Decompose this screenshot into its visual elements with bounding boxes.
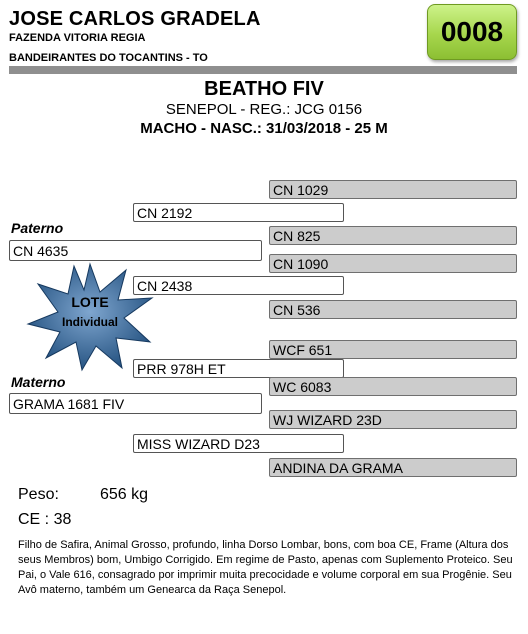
pedigree-sire: CN 4635 xyxy=(9,240,262,261)
pedigree-sire-dam-dam: CN 536 xyxy=(269,300,517,319)
badge-line1: LOTE xyxy=(71,294,109,310)
farm-name: FAZENDA VITORIA REGIA xyxy=(9,32,146,44)
pedigree-sire-sire-sire: CN 1029 xyxy=(269,180,517,199)
scrotal-circumference: CE : 38 xyxy=(18,511,72,528)
pedigree-dam-dam: MISS WIZARD D23 xyxy=(133,434,344,453)
badge-line2: Individual xyxy=(61,315,118,329)
weight-value: 656 kg xyxy=(100,486,149,503)
pedigree-dam-sire: PRR 978H ET xyxy=(133,359,344,378)
header-divider xyxy=(9,66,517,74)
sex-birth: MACHO - NASC.: 31/03/2018 - 25 M xyxy=(140,120,388,137)
pedigree-dam-dam-dam: ANDINA DA GRAMA xyxy=(269,458,517,477)
maternal-label: Materno xyxy=(11,374,66,390)
breed-registration: SENEPOL - REG.: JCG 0156 xyxy=(165,101,363,118)
pedigree-sire-sire-dam: CN 825 xyxy=(269,226,517,245)
pedigree-dam-sire-dam: WC 6083 xyxy=(269,377,517,396)
owner-city: BANDEIRANTES DO TOCANTINS - TO xyxy=(9,52,208,64)
animal-name: BEATHO FIV xyxy=(204,78,324,100)
pedigree-dam: GRAMA 1681 FIV xyxy=(9,393,262,414)
pedigree-sire-sire: CN 2192 xyxy=(133,203,344,222)
paternal-label: Paterno xyxy=(11,220,64,236)
pedigree-dam-dam-sire: WJ WIZARD 23D xyxy=(269,410,517,429)
pedigree-dam-sire-sire: WCF 651 xyxy=(269,340,517,359)
pedigree-sire-dam-sire: CN 1090 xyxy=(269,254,517,273)
weight-label: Peso: xyxy=(18,486,59,503)
animal-description: Filho de Safira, Animal Grosso, profundo, linha Dorso Lombar, bons, com boa CE, Frame (Altura dos seus Membros) bom, Umbigo Corrigido. Em regime de Pasto, apenas com Suplemento Proteico. Seu Pai, o Vale 616, consagrado por imprimir muita precocidade e volume corporal em sua Progênie. Seu Avô materno, também um Genearca da Raça Senepol. xyxy=(18,539,513,596)
lot-number: 0008 xyxy=(440,16,504,47)
pedigree-sire-dam: CN 2438 xyxy=(133,276,344,295)
lot-number-badge xyxy=(427,4,517,60)
lote-individual-star-badge xyxy=(26,262,154,372)
owner-name: JOSE CARLOS GRADELA xyxy=(9,8,261,30)
